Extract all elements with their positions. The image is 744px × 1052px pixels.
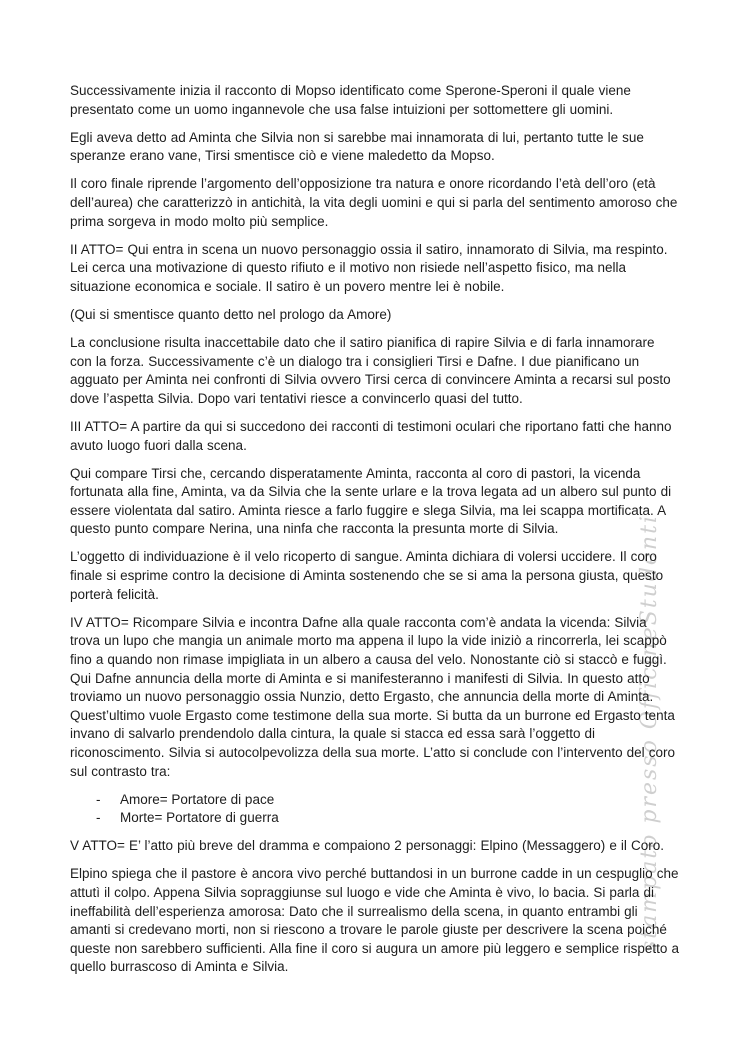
- list-dash-marker: -: [96, 810, 101, 826]
- list-item-text: Morte= Portatore di guerra: [120, 810, 279, 826]
- paragraph-atto-3-intro: III ATTO= A partire da qui si succedono dei racconti di testimoni oculari che riportano fatti che hanno avuto luogo fuori dalla scena.: [70, 418, 672, 453]
- paragraph-piano-satiro-agguato: La conclusione risulta inaccettabile dato che il satiro pianifica di rapire Silvia e di farla innamorare con la forza. Successivamente c’è un dialogo tra i consiglieri Tirsi e Dafne. I due pianificano un agguato per Aminta nei confronti di Silvia ovvero Tirsi cerca di convincere Aminta a recarsi sul posto dove l’aspetta Silvia. Dopo vari tentativi riesce a convincerlo quasi del tutto.: [70, 335, 671, 406]
- list-item-text: Amore= Portatore di pace: [120, 791, 275, 807]
- paragraph-velo-sangue: L’oggetto di individuazione è il velo ricoperto di sangue. Aminta dichiara di volersi uccidere. Il coro finale si esprime contro la decisione di Aminta sostenendo che se si ama la persona giusta, questo porterà felicità.: [70, 549, 664, 602]
- paragraph-atto-2-satiro: II ATTO= Qui entra in scena un nuovo personaggio ossia il satiro, innamorato di Silvia, ma respinto. Lei cerca una motivazione di questo rifiuto e il motivo non risiede nell’aspetto fisico, ma nella situazione economica e sociale. Il satiro è un povero mentre lei è nobile.: [70, 241, 668, 294]
- list-dash-marker: -: [96, 791, 101, 807]
- paragraph-mopso-racconto: Successivamente inizia il racconto di Mopso identificato come Sperone-Speroni il quale viene presentato come un uomo ingannevole che usa false intuizioni per sottomettere gli uomini.: [70, 83, 631, 117]
- paragraph-mopso-maledizione: Egli aveva detto ad Aminta che Silvia non si sarebbe mai innamorata di lui, pertanto tutte le sue speranze erano vane, Tirsi smentisce ciò e viene maledetto da Mopso.: [70, 129, 644, 164]
- paragraph-coro-finale-atto1: Il coro finale riprende l’argomento dell’opposizione tra natura e onore ricordando l’età dell’oro (età dell’aurea) che caratterizzò in antichità, la vita degli uomini e qui si parla del sentimento amoroso che prima sorgeva in modo molto più semplice.: [70, 176, 678, 229]
- paragraph-parentesi-prologo: (Qui si smentisce quanto detto nel prologo da Amore): [70, 306, 392, 322]
- paragraph-atto-5-intro: V ATTO= E’ l’atto più breve del dramma e compaiono 2 personaggi: Elpino (Messaggero) e il Coro.: [70, 838, 664, 854]
- list-item: [96, 791, 680, 810]
- paragraph-atto-4-racconto: IV ATTO= Ricompare Silvia e incontra Dafne alla quale racconta com’è andata la vicenda: Silvia trova un lupo che mangia un animale morto ma appena il lupo la vide iniziò a rincorrerla, lei scappò fino a quando non rimase impigliata in un albero a causa del velo. Nonostante ciò si staccò e fuggì. Qui Dafne annuncia della morte di Aminta e si manifesteranno i manifesti di Silvia. In questo atto troviamo un nuovo personaggio ossia Nunzio, detto Ergasto, che annuncia della morte di Aminta. Quest’ultimo vuole Ergasto come testimone della sua morte. Si butta da un burrone ed Ergasto tenta invano di salvarlo prendendolo dalla cintura, la quale si stacca ed essa sarà l’oggetto di riconoscimento. Silvia si autocolpevolizza della sua morte. L’atto si conclude con l’intervento del coro sul contrasto tra:: [70, 614, 675, 779]
- list-item: [96, 809, 680, 828]
- diagonal-watermark: stampato presso OfficineStudenti: [637, 514, 662, 952]
- paragraph-elpino-finale: Elpino spiega che il pastore è ancora vivo perché buttandosi in un burrone cadde in un cespuglio che attutì il colpo. Appena Silvia sopraggiunse sul luogo e vide che Aminta è vivo, lo bacia. Si parla di ineffabilità dell’esperienza amorosa: Dato che il surrealismo della scena, in quanto entrambi gli amanti si credevano morti, non si riescono a trovare le parole giuste per descrivere la scena poiché queste non sarebbero sufficienti. Alla fine il coro si augura un amore più leggero e semplice rispetto a quello burrascoso di Aminta e Silvia.: [70, 866, 679, 975]
- paragraph-tirsi-nerina: Qui compare Tirsi che, cercando disperatamente Aminta, racconta al coro di pastori, la vicenda fortunata alla fine, Aminta, va da Silvia che la sente urlare e la trova legata ad un albero sul punto di essere violentata dal satiro. Aminta riesce a farlo fuggire e slega Silvia, ma lei scappa mortificata. A questo punto compare Nerina, una ninfa che racconta la presunta morte di Silvia.: [70, 465, 672, 537]
- contrast-list: [70, 791, 680, 828]
